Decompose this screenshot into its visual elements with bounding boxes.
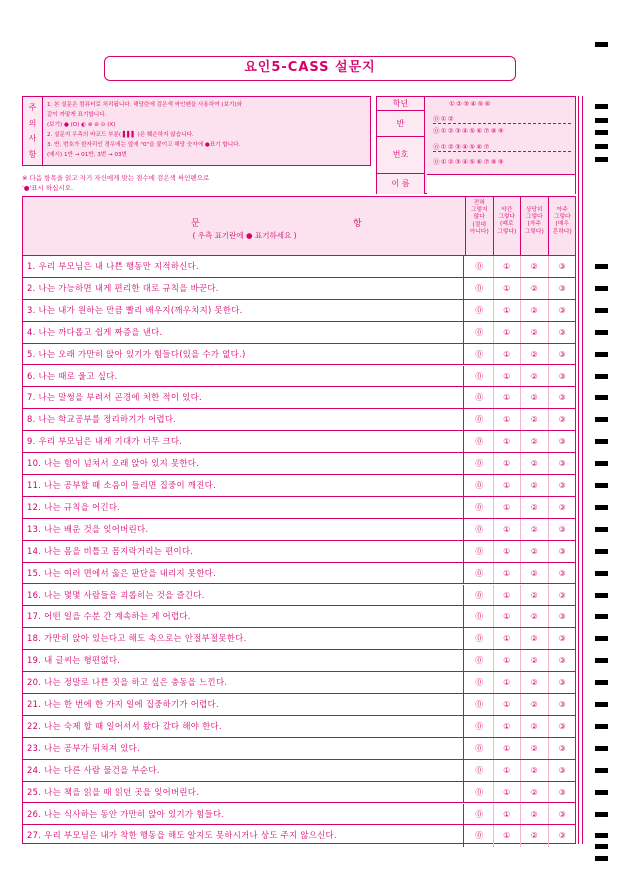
answer-bubble-2[interactable]: ②	[521, 804, 549, 825]
timing-mark	[595, 724, 608, 729]
answer-bubble-0[interactable]: ⓪	[466, 519, 494, 540]
timing-mark	[595, 812, 608, 817]
header-option-line: (절대	[472, 221, 486, 228]
timing-mark	[595, 833, 608, 838]
notice-line: 같이 까맣게 표기합니다.	[47, 112, 107, 118]
answer-bubble-2[interactable]: ②	[521, 519, 549, 540]
timing-mark	[595, 104, 608, 109]
timing-mark	[595, 42, 608, 47]
answer-bubble-3[interactable]: ③	[558, 590, 566, 600]
header-option-line: (자주	[527, 221, 541, 228]
answer-bubble-2[interactable]: ②	[521, 541, 549, 562]
answer-bubble-3[interactable]: ③	[558, 809, 566, 819]
answer-bubble-1[interactable]: ①	[494, 300, 522, 321]
instruction-line: '●'표시 하십시오.	[22, 184, 74, 192]
table-row	[23, 804, 575, 826]
table-row	[23, 519, 575, 541]
timing-mark	[595, 571, 608, 576]
class-label: 반	[377, 111, 425, 137]
answer-bubble-1[interactable]: ①	[494, 672, 522, 693]
answer-bubble-0[interactable]: ⓪	[466, 585, 494, 606]
question-text: 15. 나는 여러 면에서 옳은 판단을 내리지 못한다.	[27, 563, 464, 584]
question-text: 9. 우리 부모님은 내게 기대가 너무 크다.	[27, 431, 464, 452]
answer-bubble-3[interactable]: ③	[558, 546, 566, 556]
answer-bubble-0[interactable]: ⓪	[466, 563, 494, 584]
question-text: 13. 나는 배운 것을 잊어버린다.	[27, 519, 464, 540]
notice-line: (예시) 1반 → 01반, 3번 → 03번	[47, 152, 127, 158]
notice-label	[23, 97, 43, 165]
timing-mark	[595, 461, 608, 466]
question-text: 18. 가만히 앉아 있는다고 해도 속으로는 안절부절못한다.	[27, 628, 464, 649]
answer-bubble-3[interactable]: ③	[558, 721, 566, 731]
answer-bubble-3[interactable]: ③	[558, 371, 566, 381]
table-row	[23, 760, 575, 782]
answer-bubble-3[interactable]: ③	[558, 481, 566, 490]
timing-mark	[595, 130, 608, 135]
table-row	[23, 672, 575, 694]
timing-mark	[595, 844, 608, 849]
timing-mark	[595, 352, 608, 357]
answer-bubble-1[interactable]: ①	[494, 650, 522, 671]
answer-bubble-2[interactable]: ②	[521, 760, 549, 781]
answer-bubble-2[interactable]: ②	[521, 409, 549, 430]
header-mun: 문	[191, 219, 200, 229]
table-row	[23, 322, 575, 344]
table-row	[23, 497, 575, 519]
timing-mark	[595, 856, 608, 861]
header-option-line: 그렇다	[525, 214, 543, 221]
answer-bubble-0[interactable]: ⓪	[466, 782, 494, 803]
question-text: 12. 나는 규칙을 어긴다.	[27, 497, 464, 518]
page-title: 요인5-CASS 설문지	[104, 56, 516, 81]
timing-mark	[595, 417, 608, 422]
answer-bubble-2[interactable]: ②	[521, 256, 549, 277]
question-text: 25. 나는 책을 읽을 때 읽던 곳을 잊어버린다.	[27, 782, 464, 803]
class-ones-bubbles[interactable]: ⓪①②③④⑤⑥⑦⑧⑨	[433, 127, 505, 135]
notice-text	[47, 100, 242, 160]
answer-bubble-2[interactable]: ②	[521, 563, 549, 584]
answer-bubble-0[interactable]: ⓪	[466, 628, 494, 649]
answer-bubble-3[interactable]: ③	[558, 459, 566, 469]
table-row	[23, 387, 575, 409]
answer-bubble-1[interactable]: ①	[494, 387, 522, 408]
answer-bubble-2[interactable]: ②	[521, 431, 549, 452]
answer-bubble-3[interactable]: ③	[558, 765, 566, 775]
table-row	[23, 278, 575, 300]
table-row	[23, 563, 575, 585]
table-row	[23, 256, 575, 278]
answer-bubble-0[interactable]: ⓪	[466, 497, 494, 518]
answer-bubble-2[interactable]: ②	[521, 344, 549, 365]
answer-bubble-2[interactable]: ②	[521, 366, 549, 387]
answer-bubble-0[interactable]: ⓪	[466, 278, 494, 299]
answer-bubble-1[interactable]: ①	[494, 760, 522, 781]
table-row	[23, 628, 575, 650]
header-option-line: 그렇다	[498, 214, 516, 221]
table-row	[23, 716, 575, 738]
answer-bubble-3[interactable]: ③	[558, 437, 566, 447]
answer-bubble-0[interactable]: ⓪	[466, 716, 494, 737]
answer-bubble-0[interactable]: ⓪	[466, 322, 494, 343]
table-row	[23, 782, 575, 804]
answer-bubble-3[interactable]: ③	[558, 831, 566, 841]
answer-bubble-1[interactable]: ①	[494, 585, 522, 606]
timing-mark	[595, 330, 608, 335]
answer-bubble-2[interactable]: ②	[521, 738, 549, 759]
question-text: 24. 나는 다른 사람 물건을 부순다.	[27, 760, 464, 781]
answer-bubble-2[interactable]: ②	[521, 453, 549, 474]
table-row	[23, 475, 575, 497]
answer-bubble-1[interactable]: ①	[494, 322, 522, 343]
student-info-box	[376, 96, 576, 194]
answer-bubble-3[interactable]: ③	[558, 327, 566, 337]
answer-bubble-2[interactable]: ②	[521, 278, 549, 299]
notice-box	[22, 96, 371, 166]
answer-bubble-3[interactable]: ③	[558, 700, 566, 709]
answer-bubble-0[interactable]: ⓪	[466, 256, 494, 277]
table-row	[23, 825, 575, 847]
header-option-line: 않다	[473, 214, 485, 221]
answer-bubble-3[interactable]: ③	[558, 283, 566, 293]
answer-bubble-2[interactable]: ②	[521, 322, 549, 343]
answer-bubble-1[interactable]: ①	[494, 344, 522, 365]
question-text: 5. 나는 오래 가만히 앉아 있기가 힘들다(있을 수가 없다.)	[27, 344, 464, 365]
timing-mark	[595, 746, 608, 751]
name-label: 이 름	[377, 174, 425, 194]
answer-bubble-0[interactable]: ⓪	[466, 694, 494, 715]
answer-bubble-0[interactable]: ⓪	[466, 672, 494, 693]
table-row	[23, 431, 575, 453]
answer-bubble-1[interactable]: ①	[494, 606, 522, 627]
answer-bubble-0[interactable]: ⓪	[466, 475, 494, 496]
header-option-3	[549, 197, 577, 255]
answer-bubble-2[interactable]: ②	[521, 387, 549, 408]
answer-bubble-1[interactable]: ①	[494, 804, 522, 825]
table-header	[23, 197, 575, 256]
answer-bubble-1[interactable]: ①	[494, 475, 522, 496]
table-row	[23, 650, 575, 672]
answer-bubble-3[interactable]: ③	[558, 656, 566, 666]
question-text: 14. 나는 몸을 비틀고 꼼지락거리는 편이다.	[27, 541, 464, 562]
header-option-2	[521, 197, 549, 255]
answer-bubble-3[interactable]: ③	[558, 305, 566, 315]
timing-mark	[595, 264, 608, 269]
answer-bubble-2[interactable]: ②	[521, 585, 549, 606]
timing-mark	[595, 658, 608, 663]
answer-bubble-3[interactable]: ③	[558, 524, 566, 534]
header-option-line: 그렇지	[470, 207, 488, 214]
header-option-0	[466, 197, 494, 255]
answer-bubble-1[interactable]: ①	[494, 716, 522, 737]
answer-bubble-0[interactable]: ⓪	[466, 453, 494, 474]
grade-label: 학년	[377, 97, 425, 111]
answer-bubble-1[interactable]: ①	[494, 409, 522, 430]
answer-bubble-0[interactable]: ⓪	[466, 738, 494, 759]
grade-bubbles[interactable]: ①②③④⑤⑥	[449, 100, 492, 108]
header-option-line: (때로	[500, 221, 514, 228]
timing-mark	[595, 614, 608, 619]
timing-mark	[595, 395, 608, 400]
answer-bubble-1[interactable]: ①	[494, 497, 522, 518]
timing-mark	[595, 118, 608, 123]
header-option-line: 그렇다)	[524, 228, 544, 235]
header-option-line: (매우	[555, 221, 569, 228]
table-row	[23, 366, 575, 388]
answer-bubble-1[interactable]: ①	[494, 782, 522, 803]
question-text: 2. 나는 가능하면 내게 편리한 대로 규칙을 바꾼다.	[27, 278, 464, 299]
answer-bubble-2[interactable]: ②	[521, 716, 549, 737]
answer-bubble-3[interactable]: ③	[558, 787, 566, 797]
answer-bubble-1[interactable]: ①	[494, 278, 522, 299]
answer-bubble-2[interactable]: ②	[521, 650, 549, 671]
header-option-1	[494, 197, 522, 255]
timing-mark	[595, 549, 608, 554]
timing-mark	[595, 483, 608, 488]
question-text: 22. 나는 숙제 할 때 일어서서 왔다 갔다 해야 한다.	[27, 716, 464, 737]
notice-label-char: 주	[28, 103, 37, 113]
question-text: 16. 나는 몇몇 사람들을 괴롭히는 것을 즐긴다.	[27, 585, 464, 606]
header-question-col	[23, 197, 466, 255]
answer-bubble-1[interactable]: ①	[494, 431, 522, 452]
timing-mark	[595, 636, 608, 641]
timing-mark	[595, 286, 608, 291]
question-text: 19. 내 글씨는 형편없다.	[27, 650, 464, 671]
timing-mark	[595, 702, 608, 707]
answer-bubble-1[interactable]: ①	[494, 825, 522, 847]
header-option-line: 상당히	[525, 207, 543, 213]
answer-bubble-1[interactable]: ①	[494, 694, 522, 715]
notice-line: 1. 본 설문은 컴퓨터로 처리됩니다. 해당란에 검은색 싸인펜을 사용하여 (보기)와	[47, 102, 242, 108]
answer-bubble-1[interactable]: ①	[494, 738, 522, 759]
notice-label-char: 의	[28, 118, 37, 128]
question-text: 27. 우리 부모님은 내가 착한 행동을 해도 알지도 못하시거나 상도 주지 않으신다.	[27, 825, 464, 847]
number-label: 번호	[377, 137, 425, 174]
header-option-line: 약간	[501, 207, 513, 213]
answer-bubble-2[interactable]: ②	[521, 782, 549, 803]
table-row	[23, 300, 575, 322]
answer-bubble-2[interactable]: ②	[521, 475, 549, 496]
question-text: 20. 나는 정말로 나쁜 짓을 하고 싶은 충동을 느낀다.	[27, 672, 464, 693]
answer-bubble-0[interactable]: ⓪	[466, 760, 494, 781]
number-tens-bubbles[interactable]: ⓪①②③④⑤⑥⑦	[433, 142, 571, 152]
header-option-line: 아니다)	[469, 228, 489, 235]
answer-bubble-2[interactable]: ②	[521, 694, 549, 715]
table-row	[23, 453, 575, 475]
answer-bubble-0[interactable]: ⓪	[466, 431, 494, 452]
answer-bubble-3[interactable]: ③	[558, 415, 566, 425]
timing-mark	[595, 790, 608, 795]
header-option-line: 아주	[556, 207, 568, 213]
question-text: 10. 나는 힘이 넘쳐서 오래 앉아 있지 못한다.	[27, 453, 464, 474]
class-tens-bubbles[interactable]: ⓪①②	[433, 114, 571, 124]
answer-bubble-1[interactable]: ①	[494, 366, 522, 387]
question-text: 8. 나는 학교공부를 정리하기가 어렵다.	[27, 409, 464, 430]
table-row	[23, 606, 575, 628]
timing-mark	[595, 157, 608, 162]
question-text: 26. 나는 식사하는 동안 가만히 앉아 있기가 힘들다.	[27, 804, 464, 825]
answer-bubble-0[interactable]: ⓪	[466, 650, 494, 671]
notice-label-char: 항	[28, 149, 37, 159]
timing-mark	[595, 439, 608, 444]
name-field[interactable]	[427, 174, 575, 194]
table-row	[23, 344, 575, 366]
answer-bubble-0[interactable]: ⓪	[466, 387, 494, 408]
notice-line: 3. 반, 번호가 한자리인 경우에는 앞에 "0"을 붙이고 해당 숫자에 ●표기 합니다.	[47, 142, 241, 148]
header-option-line: 그렇다)	[497, 228, 517, 235]
answer-bubble-0[interactable]: ⓪	[466, 366, 494, 387]
answer-bubble-1[interactable]: ①	[494, 563, 522, 584]
table-row	[23, 409, 575, 431]
answer-bubble-2[interactable]: ②	[521, 300, 549, 321]
timing-mark	[595, 593, 608, 598]
timing-mark	[595, 308, 608, 313]
answer-bubble-0[interactable]: ⓪	[466, 344, 494, 365]
header-subtitle: ( 우측 표기란에 ● 표기하세요 )	[192, 231, 297, 240]
question-table	[22, 196, 576, 844]
header-option-line: 그렇다	[553, 214, 571, 221]
timing-mark	[595, 680, 608, 685]
question-text: 6. 나는 때로 울고 싶다.	[27, 366, 464, 387]
answer-bubble-1[interactable]: ①	[494, 541, 522, 562]
timing-mark	[595, 505, 608, 510]
instruction-note	[22, 173, 209, 193]
answer-bubble-3[interactable]: ③	[558, 612, 566, 622]
answer-bubble-2[interactable]: ②	[521, 628, 549, 649]
question-text: 1. 우리 부모님은 내 나쁜 행동만 지적하신다.	[27, 256, 464, 277]
notice-line: (보기) ● (O) ◐ ⊗ ⊘ ⊙ (X)	[47, 122, 116, 128]
question-text: 17. 어떤 일을 수분 간 계속하는 게 어렵다.	[27, 606, 464, 627]
question-text: 4. 나는 까다롭고 쉽게 짜증을 낸다.	[27, 322, 464, 343]
answer-bubble-3[interactable]: ③	[558, 393, 566, 403]
header-option-line: 흔하다)	[552, 228, 572, 235]
answer-bubble-1[interactable]: ①	[494, 453, 522, 474]
timing-mark	[595, 144, 608, 149]
answer-bubble-3[interactable]: ③	[558, 262, 566, 271]
answer-bubble-0[interactable]: ⓪	[466, 409, 494, 430]
timing-mark	[595, 527, 608, 532]
answer-bubble-0[interactable]: ⓪	[466, 541, 494, 562]
answer-bubble-3[interactable]: ③	[558, 743, 566, 753]
table-row	[23, 738, 575, 760]
answer-bubble-1[interactable]: ①	[494, 519, 522, 540]
question-text: 3. 나는 내가 원하는 만큼 빨리 배우지(깨우치지) 못한다.	[27, 300, 464, 321]
question-text: 7. 나는 말썽을 부려서 곤경에 처한 적이 있다.	[27, 387, 464, 408]
answer-bubble-1[interactable]: ①	[494, 628, 522, 649]
table-row	[23, 694, 575, 716]
barcode-strip	[578, 96, 583, 844]
instruction-line: ※ 다음 항목을 읽고 자기 자신에게 맞는 점수에 검은색 싸인펜으로	[22, 174, 210, 182]
question-text: 23. 나는 공부가 뒤쳐져 있다.	[27, 738, 464, 759]
answer-bubble-0[interactable]: ⓪	[466, 300, 494, 321]
answer-bubble-2[interactable]: ②	[521, 672, 549, 693]
table-row	[23, 585, 575, 607]
timing-mark	[595, 374, 608, 379]
notice-line: 2. 설문지 우측의 바코드 부분( ▌▌▌ )은 훼손하지 않습니다.	[47, 132, 194, 138]
answer-bubble-0[interactable]: ⓪	[466, 606, 494, 627]
answer-bubble-3[interactable]: ③	[558, 502, 566, 512]
timing-mark	[595, 768, 608, 773]
answer-bubble-2[interactable]: ②	[521, 606, 549, 627]
answer-bubble-2[interactable]: ②	[521, 825, 549, 847]
answer-bubble-3[interactable]: ③	[558, 634, 566, 644]
table-row	[23, 541, 575, 563]
notice-label-char: 사	[28, 134, 37, 144]
question-text: 21. 나는 한 번에 한 가지 일에 집중하기가 어렵다.	[27, 694, 464, 715]
answer-bubble-2[interactable]: ②	[521, 497, 549, 518]
header-hang: 항	[353, 219, 362, 229]
answer-bubble-0[interactable]: ⓪	[466, 825, 494, 847]
answer-bubble-3[interactable]: ③	[558, 568, 566, 578]
header-option-line: 전혀	[473, 200, 485, 206]
answer-bubble-0[interactable]: ⓪	[466, 804, 494, 825]
number-ones-bubbles[interactable]: ⓪①②③④⑤⑥⑦⑧⑨	[433, 158, 505, 166]
answer-bubble-1[interactable]: ①	[494, 256, 522, 277]
question-text: 11. 나는 공부할 때 소음이 들리면 집중이 깨진다.	[27, 475, 464, 496]
answer-bubble-3[interactable]: ③	[558, 678, 566, 688]
answer-bubble-3[interactable]: ③	[558, 349, 566, 359]
